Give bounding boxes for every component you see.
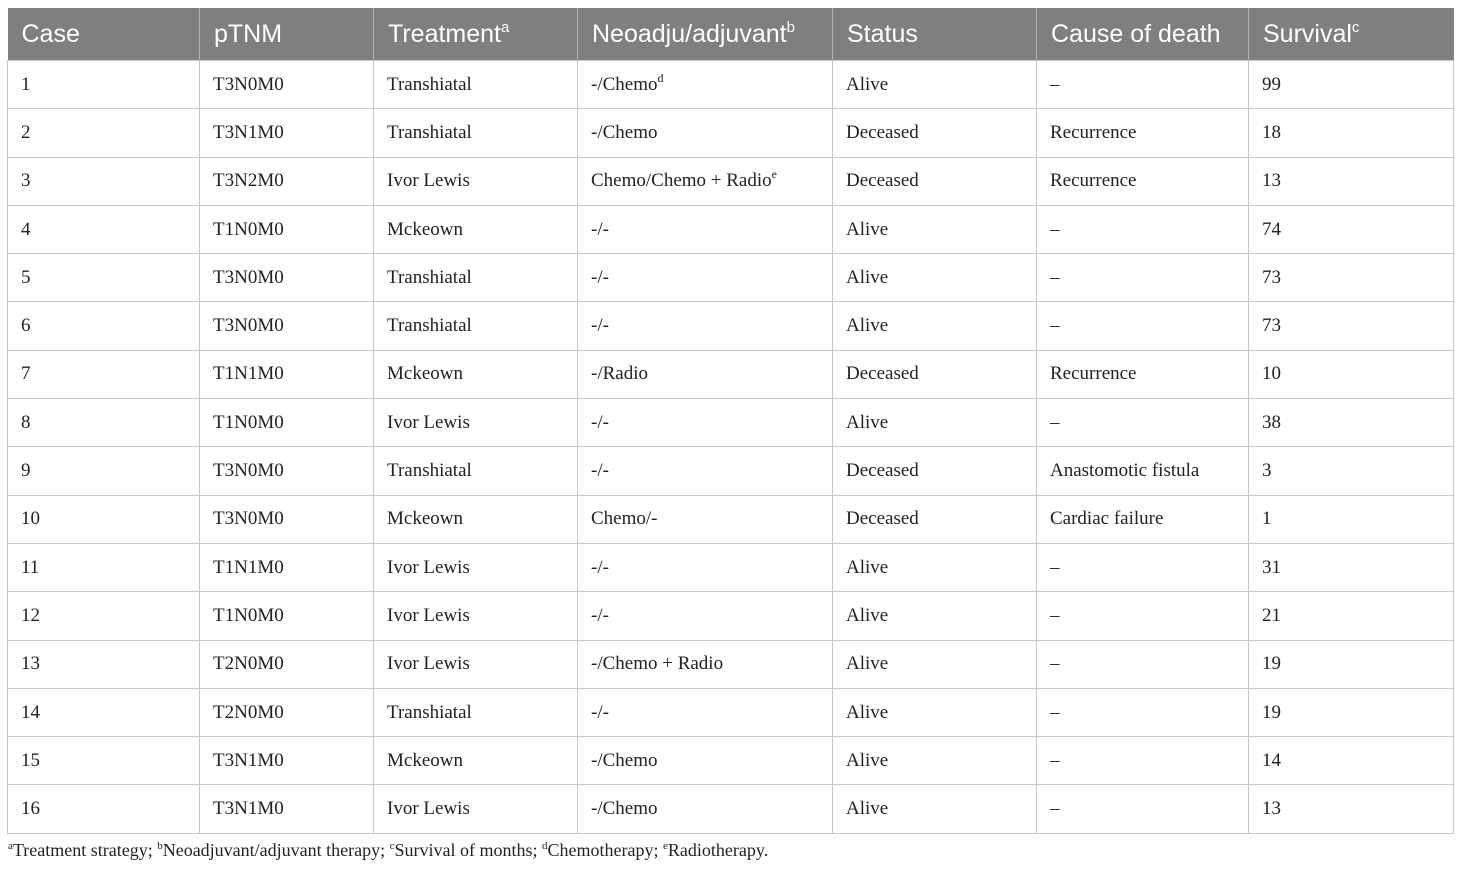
cell-neoadjuvant xyxy=(578,737,833,785)
cell-status xyxy=(833,688,1037,736)
cell-status xyxy=(833,350,1037,398)
cell-survival xyxy=(1249,109,1454,157)
cell-neoadjuvant xyxy=(578,109,833,157)
cell-case-text: 8 xyxy=(21,411,31,433)
cell-case-text: 15 xyxy=(21,749,40,771)
cell-treatment xyxy=(374,254,578,302)
cell-ptnm-text: T2N0M0 xyxy=(213,653,284,675)
cell-cause-of-death-text: Cardiac failure xyxy=(1050,508,1164,530)
cell-cause-of-death-text: – xyxy=(1050,73,1060,95)
cell-treatment-text: Mckeown xyxy=(387,218,463,240)
cell-status xyxy=(833,399,1037,447)
cell-cause-of-death-text: – xyxy=(1050,798,1060,820)
cell-ptnm-text: T3N1M0 xyxy=(213,798,284,820)
cell-neoadjuvant-text: -/Chemo xyxy=(591,73,658,95)
header-footnote-marker: b xyxy=(786,18,795,36)
header-neoadjuvant xyxy=(578,8,833,61)
cell-ptnm xyxy=(200,350,374,398)
table-row xyxy=(8,688,1454,736)
cell-cause-of-death xyxy=(1037,399,1249,447)
cell-status-text: Alive xyxy=(846,218,889,240)
cell-case-text: 12 xyxy=(21,604,40,626)
footnote-text: Radiotherapy. xyxy=(667,840,769,860)
cell-survival xyxy=(1249,543,1454,591)
cell-survival-text: 1 xyxy=(1262,508,1272,530)
cell-survival xyxy=(1249,157,1454,205)
footnote-text: Treatment strategy; xyxy=(12,840,158,860)
cell-case xyxy=(8,254,200,302)
cell-ptnm xyxy=(200,495,374,543)
table-row xyxy=(8,205,1454,253)
table-row xyxy=(8,640,1454,688)
cell-treatment-text: Transhiatal xyxy=(387,73,472,95)
cell-cause-of-death-text: – xyxy=(1050,556,1060,578)
cell-treatment-text: Ivor Lewis xyxy=(387,604,470,626)
cell-ptnm-text: T2N0M0 xyxy=(213,701,284,723)
cell-ptnm xyxy=(200,447,374,495)
table-body xyxy=(8,61,1454,834)
cell-case-text: 3 xyxy=(21,170,31,192)
cell-survival-text: 18 xyxy=(1262,121,1281,143)
cell-survival xyxy=(1249,785,1454,833)
cell-case-text: 7 xyxy=(21,363,31,385)
header-status xyxy=(833,8,1037,61)
cell-neoadjuvant xyxy=(578,205,833,253)
cell-case xyxy=(8,302,200,350)
header-label: Neoadju/adjuvant xyxy=(592,19,787,48)
footnote-marker: d xyxy=(542,840,548,852)
cell-treatment-text: Mckeown xyxy=(387,363,463,385)
cell-cause-of-death xyxy=(1037,205,1249,253)
header-label: Survival xyxy=(1263,19,1352,48)
header-label: pTNM xyxy=(214,19,283,48)
cell-status xyxy=(833,785,1037,833)
cell-treatment-text: Mckeown xyxy=(387,508,463,530)
cell-case-text: 5 xyxy=(21,266,31,288)
cell-cause-of-death-text: Recurrence xyxy=(1050,363,1137,385)
cell-neoadjuvant xyxy=(578,640,833,688)
cell-status xyxy=(833,640,1037,688)
footnote-marker: b xyxy=(157,840,163,852)
cell-status-text: Deceased xyxy=(846,170,919,192)
cell-neoadjuvant xyxy=(578,302,833,350)
cell-treatment xyxy=(374,61,578,109)
footnote-text: Chemotherapy; xyxy=(547,840,664,860)
cell-treatment xyxy=(374,592,578,640)
cell-ptnm-text: T1N0M0 xyxy=(213,604,284,626)
cell-status xyxy=(833,157,1037,205)
cell-survival xyxy=(1249,61,1454,109)
cell-status-text: Deceased xyxy=(846,508,919,530)
cell-survival xyxy=(1249,592,1454,640)
cell-status-text: Alive xyxy=(846,411,889,433)
cell-ptnm-text: T3N0M0 xyxy=(213,508,284,530)
cell-case-text: 11 xyxy=(21,556,40,578)
cell-treatment-text: Mckeown xyxy=(387,749,463,771)
cell-status xyxy=(833,495,1037,543)
cell-case-text: 1 xyxy=(21,73,31,95)
cell-footnote-marker: d xyxy=(657,70,664,85)
cell-treatment-text: Ivor Lewis xyxy=(387,653,470,675)
cell-neoadjuvant-text: -/- xyxy=(591,266,609,288)
cell-survival-text: 3 xyxy=(1262,460,1272,482)
cell-treatment-text: Transhiatal xyxy=(387,701,472,723)
cell-cause-of-death-text: – xyxy=(1050,749,1060,771)
cell-cause-of-death-text: – xyxy=(1050,701,1060,723)
cell-ptnm xyxy=(200,399,374,447)
cell-case-text: 10 xyxy=(21,508,40,530)
cell-case xyxy=(8,592,200,640)
cell-treatment-text: Transhiatal xyxy=(387,266,472,288)
cell-treatment xyxy=(374,543,578,591)
cell-cause-of-death-text: Anastomotic fistula xyxy=(1050,460,1200,482)
cell-status-text: Deceased xyxy=(846,363,919,385)
cell-ptnm-text: T3N0M0 xyxy=(213,460,284,482)
cell-neoadjuvant-text: -/- xyxy=(591,556,609,578)
cell-ptnm-text: T1N0M0 xyxy=(213,218,284,240)
cell-survival-text: 73 xyxy=(1262,266,1281,288)
cell-cause-of-death xyxy=(1037,447,1249,495)
cell-ptnm-text: T1N1M0 xyxy=(213,556,284,578)
cell-case xyxy=(8,785,200,833)
cell-neoadjuvant xyxy=(578,688,833,736)
cell-cause-of-death xyxy=(1037,61,1249,109)
header-cause-of-death xyxy=(1037,8,1249,61)
case-table xyxy=(7,8,1454,834)
cell-cause-of-death-text: – xyxy=(1050,411,1060,433)
cell-status xyxy=(833,109,1037,157)
cell-treatment xyxy=(374,785,578,833)
cell-ptnm xyxy=(200,543,374,591)
table-row xyxy=(8,399,1454,447)
cell-neoadjuvant-text: Chemo/- xyxy=(591,508,658,530)
cell-cause-of-death-text: – xyxy=(1050,218,1060,240)
cell-neoadjuvant xyxy=(578,399,833,447)
cell-survival xyxy=(1249,640,1454,688)
cell-neoadjuvant-text: -/Chemo + Radio xyxy=(591,653,724,675)
table-row xyxy=(8,495,1454,543)
cell-cause-of-death xyxy=(1037,688,1249,736)
cell-ptnm xyxy=(200,737,374,785)
cell-footnote-marker: e xyxy=(771,167,777,182)
cell-cause-of-death-text: – xyxy=(1050,315,1060,337)
table-row xyxy=(8,350,1454,398)
cell-cause-of-death xyxy=(1037,302,1249,350)
cell-neoadjuvant xyxy=(578,785,833,833)
header-footnote-marker: a xyxy=(501,18,510,36)
cell-survival-text: 38 xyxy=(1262,411,1281,433)
header-survival xyxy=(1249,8,1454,61)
cell-survival-text: 10 xyxy=(1262,363,1281,385)
table-row xyxy=(8,302,1454,350)
cell-treatment xyxy=(374,109,578,157)
cell-survival-text: 13 xyxy=(1262,170,1281,192)
cell-survival-text: 13 xyxy=(1262,798,1281,820)
cell-status-text: Alive xyxy=(846,315,889,337)
cell-status xyxy=(833,61,1037,109)
cell-neoadjuvant-text: -/- xyxy=(591,411,609,433)
cell-neoadjuvant-text: -/- xyxy=(591,701,609,723)
header-label: Treatment xyxy=(388,19,502,48)
cell-case-text: 13 xyxy=(21,653,40,675)
cell-neoadjuvant-text: -/Radio xyxy=(591,363,648,385)
header-footnote-marker: c xyxy=(1351,18,1360,36)
cell-status-text: Deceased xyxy=(846,460,919,482)
cell-status xyxy=(833,737,1037,785)
cell-case-text: 9 xyxy=(21,460,31,482)
cell-neoadjuvant xyxy=(578,592,833,640)
cell-neoadjuvant xyxy=(578,61,833,109)
header-label: Cause of death xyxy=(1051,19,1221,48)
cell-cause-of-death xyxy=(1037,737,1249,785)
cell-survival-text: 21 xyxy=(1262,604,1281,626)
cell-status-text: Alive xyxy=(846,556,889,578)
cell-neoadjuvant-text: -/Chemo xyxy=(591,749,658,771)
cell-ptnm-text: T1N0M0 xyxy=(213,411,284,433)
cell-status-text: Alive xyxy=(846,749,889,771)
cell-neoadjuvant-text: Chemo/Chemo + Radio xyxy=(591,170,772,192)
cell-neoadjuvant xyxy=(578,254,833,302)
cell-case xyxy=(8,495,200,543)
header-treatment xyxy=(374,8,578,61)
cell-case xyxy=(8,640,200,688)
cell-ptnm xyxy=(200,254,374,302)
cell-cause-of-death xyxy=(1037,543,1249,591)
cell-ptnm xyxy=(200,61,374,109)
cell-neoadjuvant xyxy=(578,543,833,591)
cell-status-text: Alive xyxy=(846,701,889,723)
table-row xyxy=(8,737,1454,785)
cell-cause-of-death-text: Recurrence xyxy=(1050,121,1137,143)
cell-survival-text: 73 xyxy=(1262,315,1281,337)
table-row xyxy=(8,109,1454,157)
cell-status-text: Alive xyxy=(846,266,889,288)
cell-survival xyxy=(1249,495,1454,543)
cell-ptnm xyxy=(200,157,374,205)
cell-neoadjuvant xyxy=(578,157,833,205)
table-row xyxy=(8,254,1454,302)
cell-survival-text: 19 xyxy=(1262,701,1281,723)
cell-status xyxy=(833,592,1037,640)
cell-neoadjuvant xyxy=(578,447,833,495)
cell-survival xyxy=(1249,302,1454,350)
table-footnote xyxy=(8,840,768,861)
cell-case-text: 6 xyxy=(21,315,31,337)
table-header-row xyxy=(8,8,1454,61)
cell-ptnm xyxy=(200,785,374,833)
cell-case xyxy=(8,737,200,785)
cell-treatment xyxy=(374,640,578,688)
cell-case-text: 4 xyxy=(21,218,31,240)
cell-case xyxy=(8,688,200,736)
cell-status xyxy=(833,543,1037,591)
cell-cause-of-death-text: – xyxy=(1050,604,1060,626)
cell-ptnm-text: T3N0M0 xyxy=(213,315,284,337)
cell-case xyxy=(8,543,200,591)
cell-treatment xyxy=(374,157,578,205)
table-row xyxy=(8,157,1454,205)
cell-treatment xyxy=(374,350,578,398)
cell-treatment-text: Ivor Lewis xyxy=(387,411,470,433)
cell-survival-text: 31 xyxy=(1262,556,1281,578)
cell-ptnm-text: T3N1M0 xyxy=(213,749,284,771)
cell-survival-text: 19 xyxy=(1262,653,1281,675)
table-row xyxy=(8,447,1454,495)
cell-cause-of-death xyxy=(1037,592,1249,640)
cell-status xyxy=(833,447,1037,495)
cell-case xyxy=(8,350,200,398)
cell-ptnm xyxy=(200,302,374,350)
cell-treatment xyxy=(374,495,578,543)
footnote-marker: c xyxy=(389,840,395,852)
cell-neoadjuvant-text: -/- xyxy=(591,218,609,240)
cell-ptnm-text: T1N1M0 xyxy=(213,363,284,385)
cell-ptnm xyxy=(200,205,374,253)
cell-survival xyxy=(1249,254,1454,302)
cell-treatment-text: Ivor Lewis xyxy=(387,170,470,192)
cell-survival xyxy=(1249,399,1454,447)
cell-cause-of-death-text: – xyxy=(1050,653,1060,675)
cell-cause-of-death-text: Recurrence xyxy=(1050,170,1137,192)
cell-neoadjuvant-text: -/- xyxy=(591,460,609,482)
cell-cause-of-death xyxy=(1037,785,1249,833)
cell-survival xyxy=(1249,205,1454,253)
cell-treatment xyxy=(374,399,578,447)
cell-survival-text: 14 xyxy=(1262,749,1281,771)
cell-case xyxy=(8,399,200,447)
cell-treatment xyxy=(374,205,578,253)
cell-cause-of-death xyxy=(1037,109,1249,157)
cell-case xyxy=(8,447,200,495)
cell-case-text: 16 xyxy=(21,798,40,820)
cell-status xyxy=(833,302,1037,350)
header-label: Case xyxy=(21,19,80,48)
footnote-marker: a xyxy=(8,840,13,852)
cell-survival-text: 74 xyxy=(1262,218,1281,240)
cell-neoadjuvant xyxy=(578,495,833,543)
cell-treatment-text: Transhiatal xyxy=(387,121,472,143)
cell-survival xyxy=(1249,447,1454,495)
cell-case xyxy=(8,205,200,253)
cell-cause-of-death xyxy=(1037,157,1249,205)
cell-case xyxy=(8,109,200,157)
table-row xyxy=(8,592,1454,640)
cell-treatment xyxy=(374,737,578,785)
cell-treatment xyxy=(374,447,578,495)
cell-survival xyxy=(1249,688,1454,736)
cell-cause-of-death xyxy=(1037,254,1249,302)
cell-ptnm-text: T3N0M0 xyxy=(213,266,284,288)
header-case xyxy=(8,8,200,61)
cell-neoadjuvant xyxy=(578,350,833,398)
cell-neoadjuvant-text: -/- xyxy=(591,315,609,337)
cell-survival-text: 99 xyxy=(1262,73,1281,95)
table-row xyxy=(8,61,1454,109)
cell-status xyxy=(833,254,1037,302)
table-row xyxy=(8,543,1454,591)
cell-case xyxy=(8,157,200,205)
cell-ptnm-text: T3N0M0 xyxy=(213,73,284,95)
footnote-marker: e xyxy=(663,840,668,852)
cell-ptnm xyxy=(200,640,374,688)
cell-cause-of-death-text: – xyxy=(1050,266,1060,288)
cell-treatment xyxy=(374,302,578,350)
table-row xyxy=(8,785,1454,833)
header-ptnm xyxy=(200,8,374,61)
footnote-text: Survival of months; xyxy=(394,840,543,860)
cell-survival xyxy=(1249,350,1454,398)
cell-ptnm-text: T3N2M0 xyxy=(213,170,284,192)
cell-ptnm xyxy=(200,688,374,736)
cell-ptnm xyxy=(200,109,374,157)
cell-treatment-text: Transhiatal xyxy=(387,315,472,337)
cell-status-text: Alive xyxy=(846,73,889,95)
cell-ptnm xyxy=(200,592,374,640)
cell-status-text: Alive xyxy=(846,798,889,820)
header-label: Status xyxy=(847,19,918,48)
cell-status-text: Alive xyxy=(846,653,889,675)
cell-cause-of-death xyxy=(1037,350,1249,398)
cell-treatment xyxy=(374,688,578,736)
cell-ptnm-text: T3N1M0 xyxy=(213,121,284,143)
cell-neoadjuvant-text: -/Chemo xyxy=(591,798,658,820)
cell-neoadjuvant-text: -/Chemo xyxy=(591,121,658,143)
cell-status-text: Deceased xyxy=(846,121,919,143)
cell-case xyxy=(8,61,200,109)
cell-treatment-text: Transhiatal xyxy=(387,460,472,482)
cell-case-text: 2 xyxy=(21,121,31,143)
cell-treatment-text: Ivor Lewis xyxy=(387,798,470,820)
cell-cause-of-death xyxy=(1037,640,1249,688)
cell-neoadjuvant-text: -/- xyxy=(591,604,609,626)
cell-treatment-text: Ivor Lewis xyxy=(387,556,470,578)
cell-case-text: 14 xyxy=(21,701,40,723)
cell-status xyxy=(833,205,1037,253)
results-table-container xyxy=(7,8,1453,834)
footnote-text: Neoadjuvant/adjuvant therapy; xyxy=(162,840,390,860)
cell-survival xyxy=(1249,737,1454,785)
cell-cause-of-death xyxy=(1037,495,1249,543)
cell-status-text: Alive xyxy=(846,604,889,626)
